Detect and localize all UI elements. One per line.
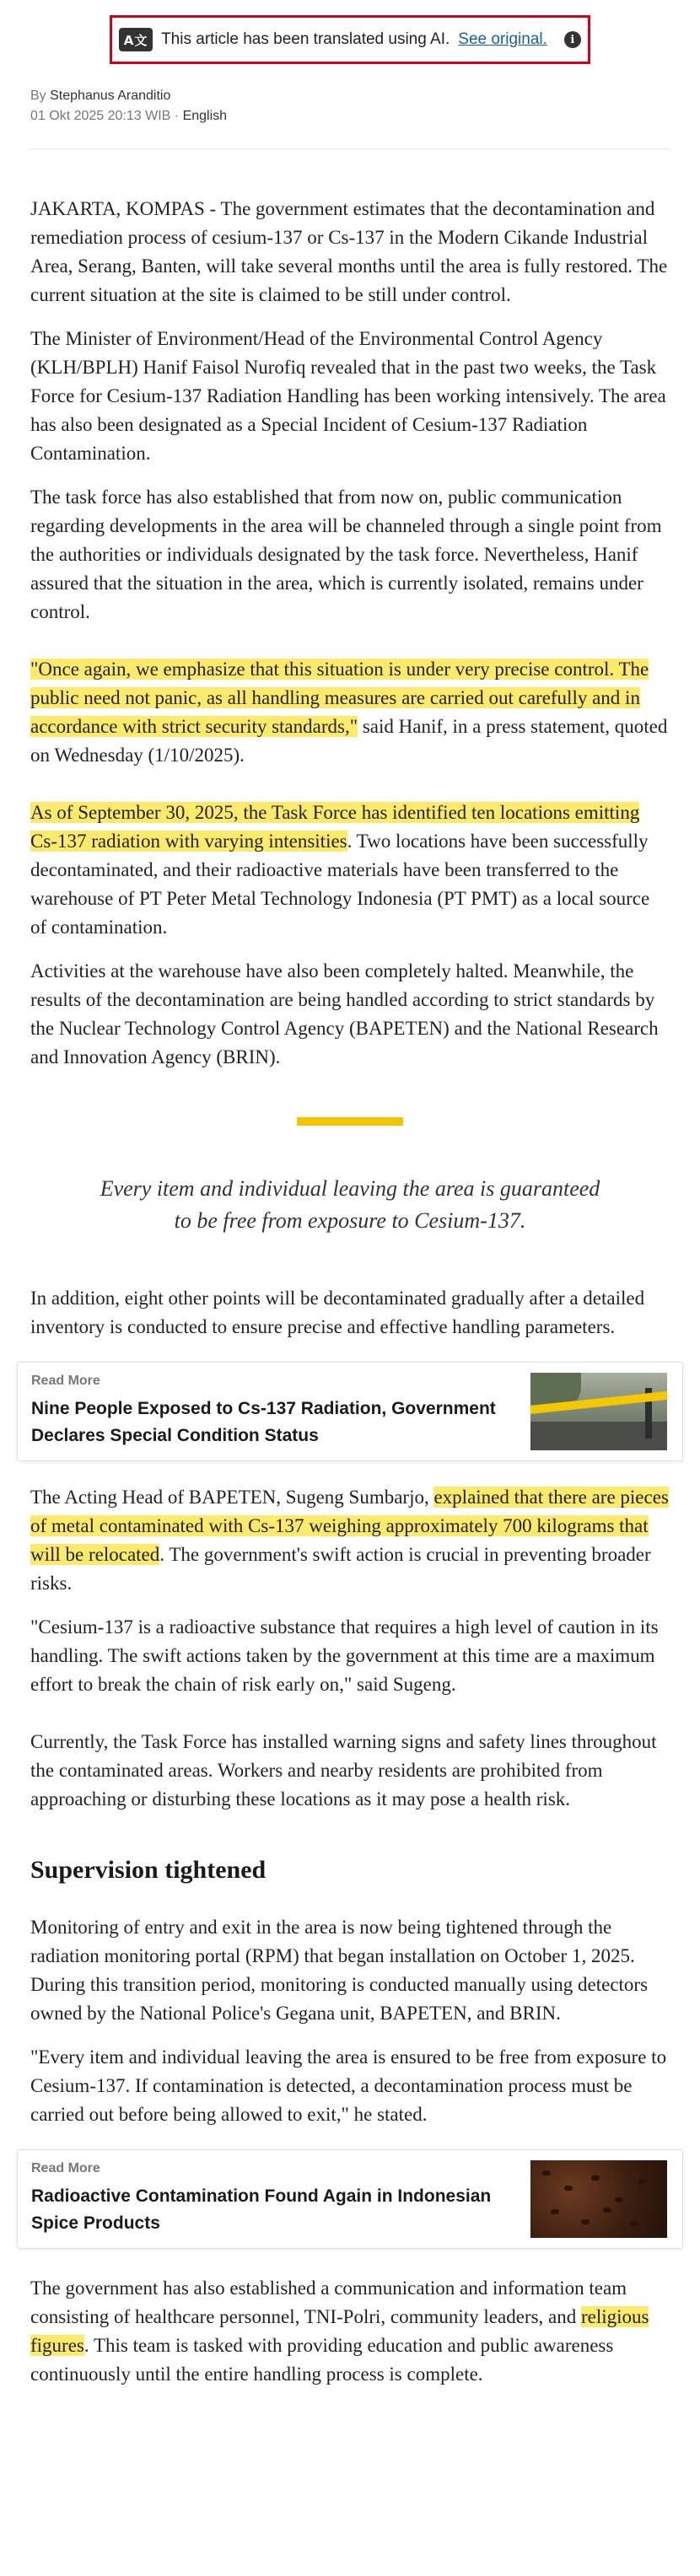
highlighted-text-3: religious figures <box>30 2306 649 2356</box>
section-heading: Supervision tightened <box>30 1856 267 1884</box>
highlighted-text-2: explained that there are pieces of metal contaminated with Cs-137 weighing approximately 700 kilograms that will be relocated <box>30 1487 669 1565</box>
paragraph-4 <box>30 655 670 770</box>
read-more-card[interactable] <box>17 1362 683 1461</box>
read-more-card-2[interactable] <box>17 2149 683 2249</box>
article-body-4 <box>0 2274 700 2389</box>
paragraph-3: The task force has also established that from now on, public communication regarding developments in the area will be channeled through a single point from the authorities or individuals designated by the task force. Nevertheless, Hanif assured that the situation in the area, which is currently isolated, remains under control. <box>30 487 662 622</box>
read-more-label: Read More <box>31 1374 100 1388</box>
translation-banner <box>110 15 590 64</box>
read-more-text-2 <box>31 2161 529 2237</box>
publish-datetime: 01 Okt 2025 20:13 WIB <box>30 109 171 123</box>
read-more-text <box>31 1374 529 1449</box>
spice-grain <box>542 2170 551 2175</box>
paragraph-5 <box>30 799 670 942</box>
section-divider <box>297 1117 403 1126</box>
spice-grain <box>581 2219 590 2224</box>
article-body <box>0 195 700 1072</box>
translate-icon: A文 <box>119 28 153 51</box>
spice-grain <box>615 2197 623 2202</box>
read-more-title[interactable]: Nine People Exposed to Cs-137 Radiation, Government Declares Special Condition Status <box>31 1399 496 1445</box>
spice-grain <box>603 2208 611 2213</box>
paragraph-13-pre: The government has also established a communication and information team consisting of healthcare personnel, TNI-Polri, community leaders, and <box>30 2278 627 2327</box>
byline-prefix: By <box>30 89 46 103</box>
translation-notice: This article has been translated using AI. <box>161 30 450 48</box>
paragraph-11: Monitoring of entry and exit in the area is now being tightened through the radiation monitoring portal (RPM) that began installation on October 1, 2025. During this transition period, monitoring is conducted manually using detectors owned by the National Police's Gegana unit, BAPETEN, and BRIN. <box>30 1917 649 2024</box>
spice-grain <box>591 2175 600 2181</box>
paragraph-10: Currently, the Task Force has installed warning signs and safety lines throughout the contaminated areas. Workers and nearby residents are prohibited from approaching or disturbing these locations as it may pose a health risk. <box>30 1731 657 1810</box>
highlighted-text: As of September 30, 2025, the Task Force has identified ten locations emitting Cs-137 radiation with varying intensities <box>30 802 640 852</box>
byline-separator: · <box>174 109 180 123</box>
paragraph-13-rest: . This team is tasked with providing education and public awareness continuously until the entire handling process is complete. <box>30 2335 614 2385</box>
paragraph-12: "Every item and individual leaving the area is ensured to be free from exposure to Cesium-137. If contamination is detected, a decontamination process must be carried out before being allowed to exit," he stated. <box>30 2046 667 2125</box>
paragraph-9: "Cesium-137 is a radioactive substance that requires a high level of caution in its handling. The swift actions taken by the government at this time are a maximum effort to break the chain of risk early on," said Sugeng. <box>30 1616 659 1695</box>
read-more-title-2[interactable]: Radioactive Contamination Found Again in Indonesian Spice Products <box>31 2186 492 2233</box>
article-body-2 <box>0 1284 700 1342</box>
article-body-3 <box>0 1483 700 2129</box>
paragraph-8-rest: . The government's swift action is crucial in preventing broader risks. <box>30 1544 651 1594</box>
language-label: English <box>182 109 228 123</box>
paragraph-6: Activities at the warehouse have also been completely halted. Meanwhile, the results of the decontamination are being handled according to strict standards by the Nuclear Technology Control Agency (BAPETEN) and the National Research and Innovation Agency (BRIN). <box>30 960 659 1068</box>
paragraph-13 <box>30 2274 670 2389</box>
author-name[interactable]: Stephanus Aranditio <box>50 89 171 103</box>
paragraph-1: JAKARTA, KOMPAS - The government estimates that the decontamination and remediation process of cesium-137 or Cs-137 in the Modern Cikande Industrial Area, Serang, Banten, will take several months until the area is fully restored. The current situation at the site is claimed to be still under control. <box>30 198 668 305</box>
pull-quote: Every item and individual leaving the area is guaranteed to be free from exposure to Cesium-137. <box>100 1176 600 1233</box>
paragraph-4-rest: said Hanif, in a press statement, quoted on Wednesday (1/10/2025). <box>30 716 668 766</box>
spice-grain <box>551 2209 559 2214</box>
highlighted-quote: "Once again, we emphasize that this situation is under very precise control. The public need not panic, as all handling measures are carried out carefully and in accordance with strict security standards," <box>30 659 649 737</box>
read-more-thumbnail[interactable] <box>530 1373 667 1450</box>
byline <box>30 86 670 149</box>
paragraph-7: In addition, eight other points will be decontaminated gradually after a detailed inventory is conducted to ensure precise and effective handling parameters. <box>30 1288 645 1337</box>
spice-grain <box>630 2221 638 2226</box>
translation-banner-wrapper <box>0 0 700 64</box>
paragraph-5-rest: . Two locations have been successfully decontaminated, and their radioactive materials have been transferred to the warehouse of PT Peter Metal Technology Indonesia (PT PMT) as a local source of contamination. <box>30 831 650 938</box>
paragraph-2: The Minister of Environment/Head of the Environmental Control Agency (KLH/BPLH) Hanif Faisol Nurofiq revealed that in the past two weeks, the Task Force for Cesium-137 Radiation Handling has been working intensively. The area has also been designated as a Special Incident of Cesium-137 Radiation Contamination. <box>30 328 666 464</box>
read-more-thumbnail-2[interactable] <box>530 2160 667 2238</box>
paragraph-8-pre: The Acting Head of BAPETEN, Sugeng Sumbarjo, <box>30 1487 434 1508</box>
info-icon[interactable]: i <box>564 31 581 48</box>
spice-grain <box>564 2186 573 2191</box>
spice-grain <box>638 2179 647 2184</box>
read-more-label-2: Read More <box>31 2161 100 2175</box>
see-original-link[interactable]: See original. <box>458 30 547 48</box>
paragraph-8 <box>30 1483 670 1598</box>
